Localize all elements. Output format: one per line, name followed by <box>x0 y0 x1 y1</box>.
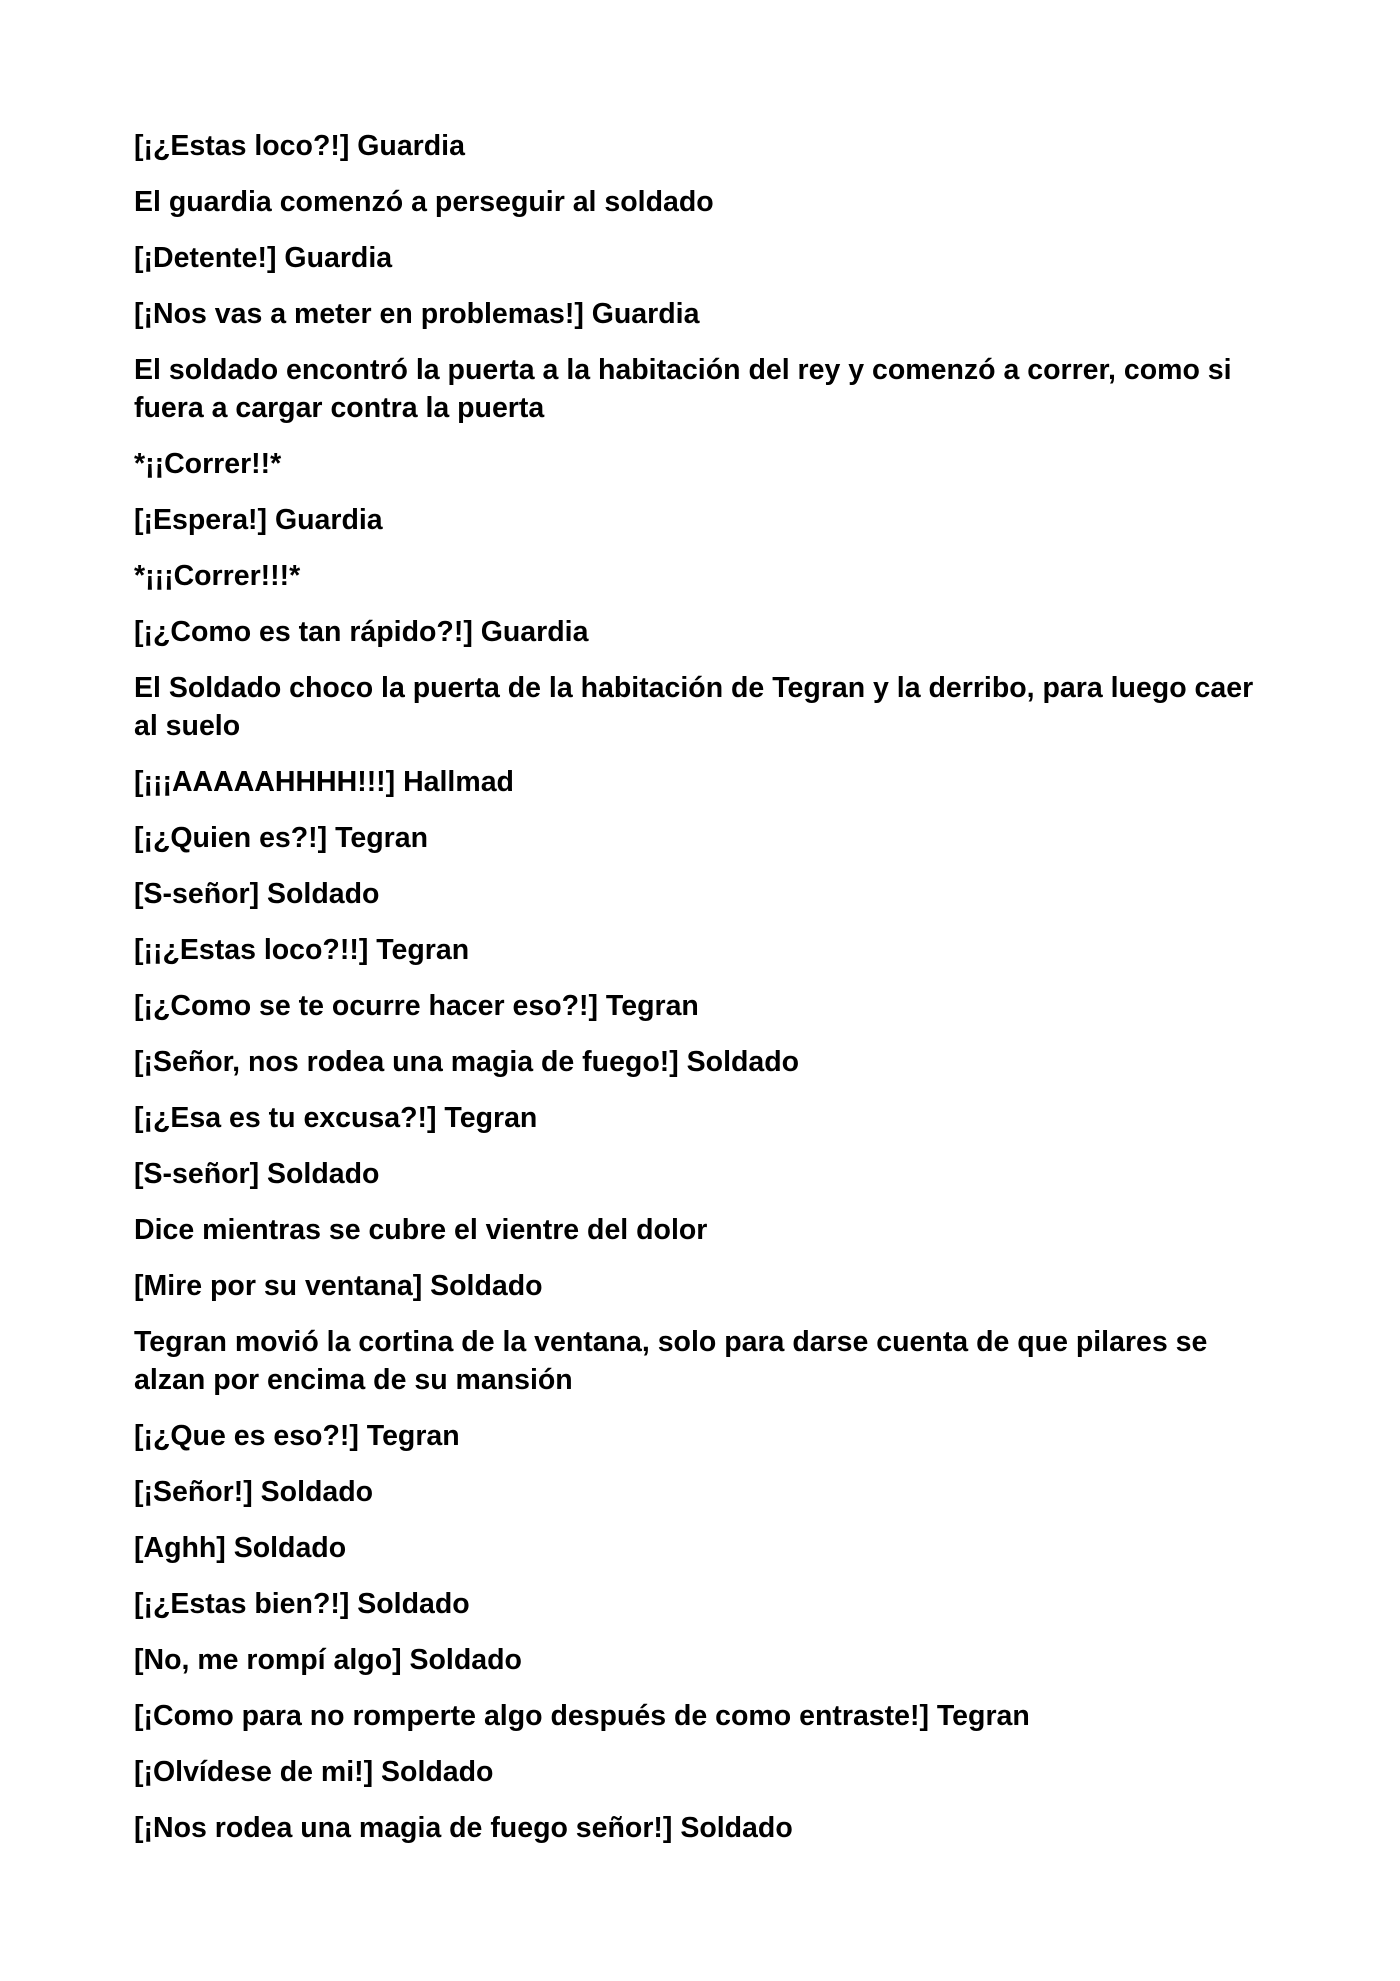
dialogue-line: [¡Señor, nos rodea una magia de fuego!] Soldado <box>134 1046 800 1078</box>
narration-line: Tegran movió la cortina de la ventana, solo para darse cuenta de que pilares se alzan por encima de su mansión <box>134 1326 1208 1396</box>
dialogue-line: [¡Como para no romperte algo después de como entraste!] Tegran <box>134 1700 1030 1732</box>
dialogue-line: [¡Nos vas a meter en problemas!] Guardia <box>134 298 700 330</box>
dialogue-line: [¡¡¿Estas loco?!!] Tegran <box>134 934 470 966</box>
dialogue-line: [¡¿Esa es tu excusa?!] Tegran <box>134 1102 538 1134</box>
dialogue-line: [¡¿Quien es?!] Tegran <box>134 822 428 854</box>
dialogue-line: [¡¿Como es tan rápido?!] Guardia <box>134 616 589 648</box>
dialogue-line: [¡¿Estas bien?!] Soldado <box>134 1588 470 1620</box>
narration-line: El guardia comenzó a perseguir al soldado <box>134 186 714 218</box>
dialogue-line: [S-señor] Soldado <box>134 878 380 910</box>
narration-line: El Soldado choco la puerta de la habitación de Tegran y la derribo, para luego caer al suelo <box>134 672 1254 742</box>
narration-line: Dice mientras se cubre el vientre del dolor <box>134 1214 708 1246</box>
dialogue-line: [¡Señor!] Soldado <box>134 1476 374 1508</box>
narration-line: El soldado encontró la puerta a la habitación del rey y comenzó a correr, como si fuera a cargar contra la puerta <box>134 354 1232 424</box>
dialogue-line: [¡Espera!] Guardia <box>134 504 383 536</box>
dialogue-line: [¡¿Que es eso?!] Tegran <box>134 1420 460 1452</box>
dialogue-line: [Mire por su ventana] Soldado <box>134 1270 543 1302</box>
sound-effect-line: *¡¡¡Correr!!!* <box>134 560 301 592</box>
sound-effect-line: *¡¡Correr!!* <box>134 448 282 480</box>
dialogue-line: [Aghh] Soldado <box>134 1532 347 1564</box>
dialogue-line: [¡Olvídese de mi!] Soldado <box>134 1756 494 1788</box>
dialogue-line: [¡Detente!] Guardia <box>134 242 393 274</box>
dialogue-line: [No, me rompí algo] Soldado <box>134 1644 522 1676</box>
dialogue-line: [¡Nos rodea una magia de fuego señor!] Soldado <box>134 1812 793 1844</box>
dialogue-line: [S-señor] Soldado <box>134 1158 380 1190</box>
dialogue-line: [¡¿Estas loco?!] Guardia <box>134 130 465 162</box>
dialogue-line: [¡¡¡AAAAAHHHH!!!] Hallmad <box>134 766 514 798</box>
document-body <box>134 127 1274 1865</box>
dialogue-line: [¡¿Como se te ocurre hacer eso?!] Tegran <box>134 990 699 1022</box>
